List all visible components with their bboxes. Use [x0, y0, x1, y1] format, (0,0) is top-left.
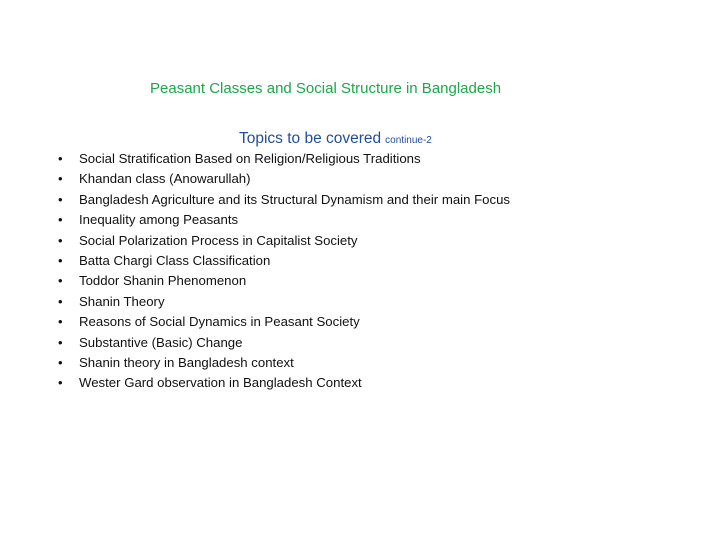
- slide-subtitle: [239, 130, 432, 148]
- topic-text: Bangladesh Agriculture and its Structural Dynamism and their main Focus: [79, 191, 510, 207]
- bullet-icon: •: [58, 334, 63, 350]
- topic-text: Shanin Theory: [79, 293, 165, 309]
- bullet-icon: •: [58, 293, 63, 309]
- bullet-icon: •: [58, 252, 63, 268]
- subtitle-note: continue-2: [385, 135, 432, 146]
- bullet-icon: •: [58, 354, 63, 370]
- list-item: [58, 212, 510, 232]
- list-item: [58, 273, 510, 293]
- bullet-icon: •: [58, 375, 63, 391]
- bullet-icon: •: [58, 151, 63, 166]
- list-item: [58, 151, 510, 171]
- topic-text: Social Stratification Based on Religion/Religious Traditions: [79, 151, 421, 166]
- list-item: [58, 355, 510, 375]
- topic-text: Wester Gard observation in Bangladesh Context: [79, 375, 362, 391]
- bullet-icon: •: [58, 314, 63, 330]
- topic-text: Substantive (Basic) Change: [79, 334, 243, 350]
- list-item: [58, 253, 510, 273]
- topic-text: Shanin theory in Bangladesh context: [79, 354, 294, 370]
- list-item: [58, 192, 510, 212]
- list-item: [58, 294, 510, 314]
- topic-text: Social Polarization Process in Capitalist Society: [79, 232, 358, 248]
- topic-text: Toddor Shanin Phenomenon: [79, 273, 247, 289]
- slide-title: Peasant Classes and Social Structure in Bangladesh: [150, 80, 502, 97]
- topic-text: Batta Chargi Class Classification: [79, 252, 271, 268]
- bullet-icon: •: [58, 232, 63, 248]
- bullet-icon: •: [58, 191, 63, 207]
- topic-list: [58, 151, 510, 396]
- list-item: [58, 375, 510, 395]
- bullet-icon: •: [58, 171, 63, 187]
- list-item: [58, 314, 510, 334]
- topic-text: Inequality among Peasants: [79, 212, 239, 228]
- bullet-icon: •: [58, 212, 63, 228]
- bullet-icon: •: [58, 273, 63, 289]
- topic-text: Khandan class (Anowarullah): [79, 171, 251, 187]
- list-item: [58, 233, 510, 253]
- subtitle-text: Topics to be covered: [239, 130, 382, 147]
- list-item: [58, 335, 510, 355]
- list-item: [58, 171, 510, 191]
- topic-text: Reasons of Social Dynamics in Peasant Society: [79, 314, 360, 330]
